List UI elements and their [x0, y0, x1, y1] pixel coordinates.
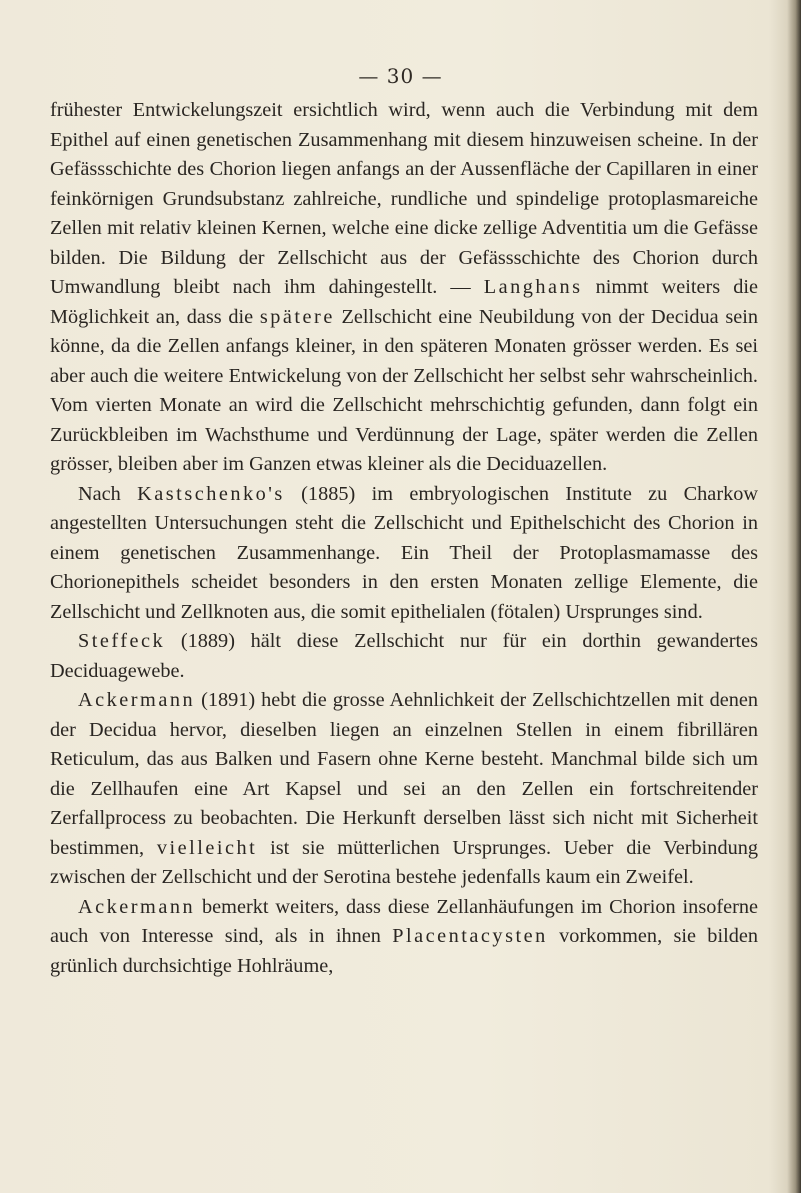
text-run: nimmt weiters die Möglichkeit an, dass die [50, 276, 759, 328]
spaced-name: Ackermann [78, 689, 196, 711]
body-text [50, 96, 758, 981]
paragraph [50, 686, 758, 893]
text-run: Zellschicht eine Neubildung von der Decidua sein könne, da die Zellen anfangs kleiner, in den späteren Monaten grösser werden. Es sei aber auch die weitere Entwickelung von der Zellschicht her selbst sehr wahrscheinlich. Vom vierten Monate an wird die Zellschicht mehrschichtig gefunden, dann folgt ein Zurückbleiben im Wachsthume und Verdünnung der Lage, später werden die Zellen grösser, bleiben aber im Ganzen etwas kleiner als die Deciduazellen. [50, 305, 758, 475]
spaced-name: Steffeck [78, 630, 166, 652]
page-edge-shadow [787, 0, 801, 1193]
paragraph [50, 893, 758, 982]
text-run: (1889) hält diese Zellschicht nur für ein dorthin gewandertes Deciduagewebe. [50, 630, 758, 682]
text-run: (1885) im embryologischen Institute zu Charkow angestellten Untersuchungen steht die Zellschicht und Epithelschicht des Chorion in einem genetischen Zusammenhange. Ein Theil der Protoplasmamasse des Chorionepithels scheidet besonders in den ersten Monaten zellige Elemente, die Zellschicht und Zellknoten aus, die somit epithelialen (fötalen) Ursprunges sind. [50, 482, 758, 623]
text-run: frühester Entwickelungszeit ersichtlich wird, wenn auch die Verbindung mit dem Epithel auf einen genetischen Zusammenhang mit diesem hinzuweisen scheine. In der Gefässschichte des Chorion liegen anfangs an der Aussenfläche der Capillaren in einer feinkörnigen Grundsubstanz zahlreiche, rundliche und spindelige protoplasmareiche Zellen mit relativ kleinen Kernen, welche eine dicke zellige Adventitia um die Gefässe bilden. Die Bildung der Zellschicht aus der Gefässschichte des Chorion durch Umwandlung bleibt nach ihm dahingestellt. — [50, 99, 758, 298]
spaced-name: Placentacysten [392, 925, 548, 947]
page-number: — 30 — [358, 64, 443, 88]
text-run: ist sie mütterlichen Ursprunges. Ueber die Verbindung zwischen der Zellschicht und der Serotina bestehe jedenfalls kaum ein Zweifel. [50, 836, 759, 888]
paragraph [50, 627, 758, 686]
spaced-name: Langhans [483, 276, 583, 298]
spaced-name: Kastschenko's [137, 482, 285, 505]
text-run: bemerkt weiters, dass diese Zellanhäufungen im Chorion insoferne auch von Interesse sind, als in ihnen [50, 895, 758, 947]
spaced-name: Ackermann [78, 895, 196, 918]
paragraph [50, 480, 758, 628]
text-run: Nach [78, 482, 138, 505]
text-run: (1891) hebt die grosse Aehnlichkeit der Zellschichtzellen mit denen der Decidua hervor, dieselben liegen an einzelnen Stellen in einem fibrillären Reticulum, das aus Balken und Fasern ohne Kerne besteht. Manchmal bilde sich um die Zellhaufen eine Art Kapsel und sei an den Zellen ein fortschreitender Zerfallprocess zu beobachten. Die Herkunft derselben lässt sich nicht mit Sicherheit bestimmen, [50, 689, 758, 859]
paragraph [50, 96, 758, 480]
spaced-name: vielleicht [156, 836, 258, 859]
text-run: vorkommen, sie bilden grünlich durchsichtige Hohlräume, [50, 925, 758, 977]
spaced-name: spätere [259, 305, 335, 328]
